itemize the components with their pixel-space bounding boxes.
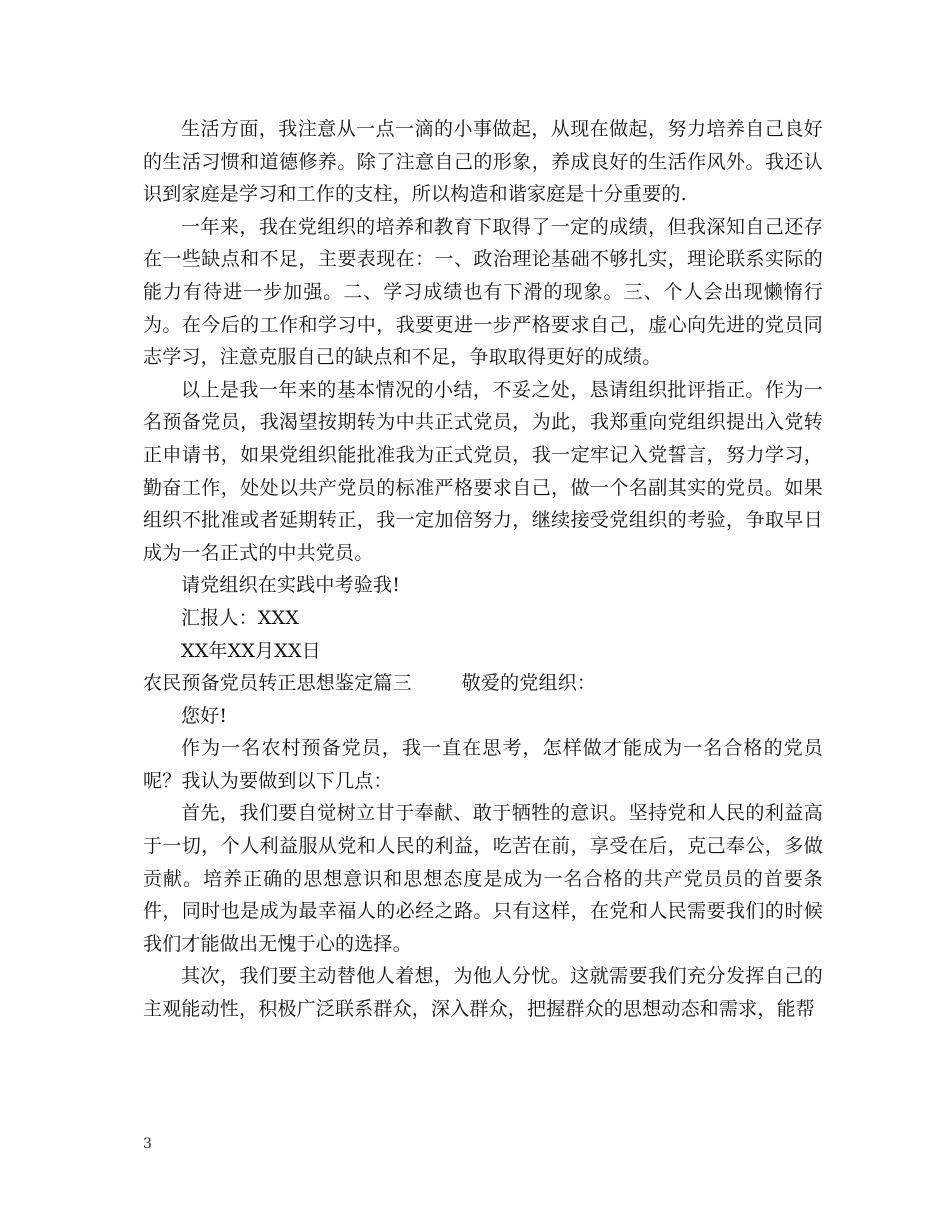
- paragraph-summary: 以上是我一年来的基本情况的小结，不妥之处，恳请组织批评指正。作为一名预备党员，我渴望按期转为中共正式党员，为此，我郑重向党组织提出入党转正申请书，如果党组织能批准我为正式党员，我一定牢记入党誓言，努力学习，勤奋工作，处处以共产党员的标准严格要求自己，做一个名副其实的党员。如果组织不批准或者延期转正，我一定加倍努力，继续接受党组织的考验，争取早日成为一名正式的中共党员。: [143, 378, 823, 564]
- paragraph-life: 生活方面，我注意从一点一滴的小事做起，从现在做起，努力培养自己良好的生活习惯和道德修养。除了注意自己的形象，养成良好的生活作风外。我还认识到家庭是学习和工作的支柱，所以构造和谐家庭是十分重要的.: [143, 118, 823, 206]
- paragraph-achievements: 一年来，我在党组织的培养和教育下取得了一定的成绩，但我深知自己还存在一些缺点和不足，主要表现在：一、政治理论基础不够扎实，理论联系实际的能力有待进一步加强。二、学习成绩也有下滑的现象。三、个人会出现懒惰行为。在今后的工作和学习中，我要更进一步严格要求自己，虚心向先进的党员同志学习，注意克服自己的缺点和不足，争取取得更好的成绩。: [143, 215, 823, 369]
- document-body: [143, 113, 823, 1026]
- page-number: 3: [143, 1136, 152, 1152]
- date-line: XX年XX月XX日: [181, 639, 321, 662]
- greeting-line: 您好!: [181, 704, 228, 727]
- section-heading: 农民预备党员转正思想鉴定篇三 敬爱的党组织：: [143, 672, 597, 695]
- paragraph-second-point: 其次，我们要主动替他人着想，为他人分忧。这就需要我们充分发挥自己的主观能动性，积极广泛联系群众，深入群众，把握群众的思想动态和需求，能帮: [143, 965, 823, 1021]
- paragraph-first-point: 首先，我们要自觉树立甘于奉献、敢于牺牲的意识。坚持党和人民的利益高于一切，个人利益服从党和人民的利益，吃苦在前，享受在后，克己奉公，多做贡献。培养正确的思想意识和思想态度是成为一名合格的共产党员员的首要条件，同时也是成为最幸福人的必经之路。只有这样，在党和人民需要我们的时候我们才能做出无愧于心的选择。: [143, 802, 823, 955]
- reporter-line: 汇报人：XXX: [181, 606, 299, 629]
- closing-request: 请党组织在实践中考验我!: [181, 574, 401, 597]
- paragraph-intro: 作为一名农村预备党员，我一直在思考，怎样做才能成为一名合格的党员呢？我认为要做到以下几点：: [143, 737, 823, 792]
